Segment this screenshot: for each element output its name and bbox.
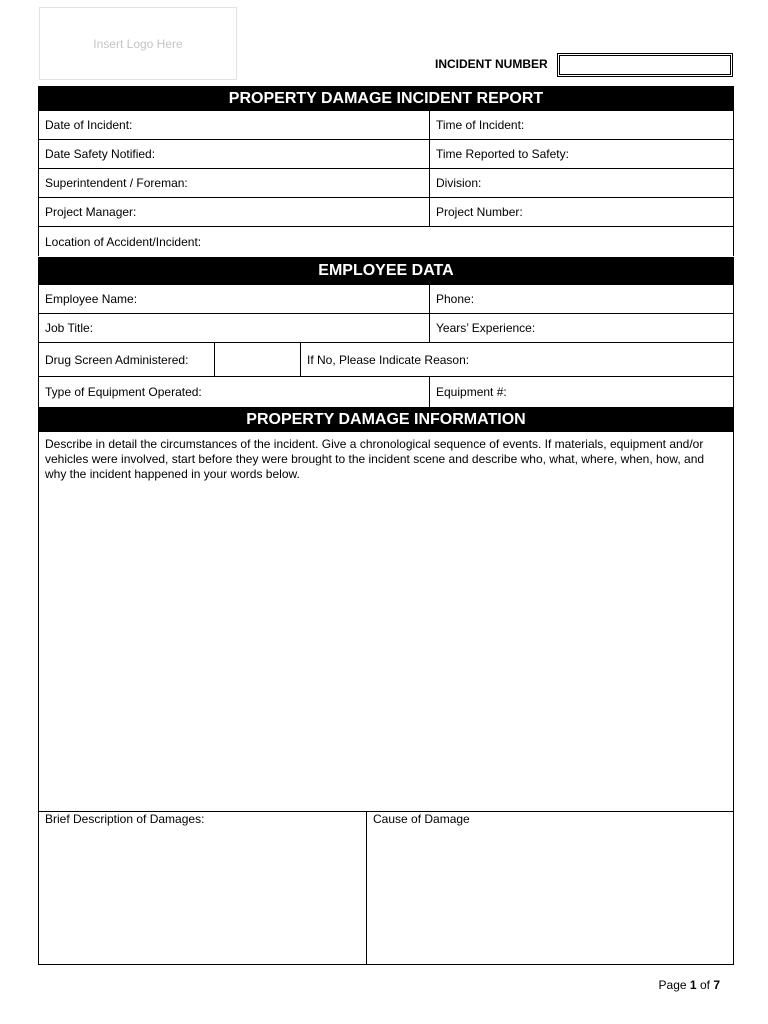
employee-title-bar [38,257,734,285]
incident-description-field[interactable] [38,432,734,812]
cause-of-damage-field[interactable] [367,812,733,964]
form-row [39,285,733,314]
equipment-number-label: Equipment #: [436,385,507,399]
form-row [39,111,733,140]
page-title: PROPERTY DAMAGE INCIDENT REPORT [228,89,544,107]
logo-placeholder [39,7,237,80]
superintendent-field[interactable] [39,169,429,197]
drug-screen-field[interactable] [214,343,300,376]
project-number-label: Project Number: [436,205,523,219]
property-title-bar [38,408,734,432]
date-safety-notified-label: Date Safety Notified: [45,147,156,161]
years-experience-field[interactable] [429,314,733,342]
if-no-reason-label: If No, Please Indicate Reason: [307,352,470,367]
equipment-operated-label: Type of Equipment Operated: [45,385,202,399]
form-row [39,198,733,227]
drug-screen-label-cell [39,343,214,376]
employee-name-label: Employee Name: [45,292,138,306]
date-of-incident-label: Date of Incident: [45,118,133,132]
report-title-bar [38,86,734,111]
time-reported-to-safety-label: Time Reported to Safety: [436,147,569,161]
project-manager-label: Project Manager: [45,205,137,219]
current-page: 1 [689,978,697,992]
logo-placeholder-text: Insert Logo Here [93,36,183,51]
location-field[interactable] [39,227,733,256]
incident-number-field[interactable] [557,53,733,77]
form-row [39,314,733,343]
project-manager-field[interactable] [39,198,429,226]
description-instructions: Describe in detail the circumstances of the incident. Give a chronological sequence of events. If materials, equipment and/or vehicles were involved, start before they were brought to the incident scene and describe who, what, where, when, how, and why the incident happened in your words below. [45,437,705,481]
superintendent-label: Superintendent / Foreman: [45,176,188,190]
job-title-field[interactable] [39,314,429,342]
page-number: Page 1 of 7 [658,978,720,992]
drug-screen-label: Drug Screen Administered: [45,352,189,367]
form-row [39,140,733,169]
job-title-label: Job Title: [45,321,94,335]
brief-description-field[interactable] [39,812,367,964]
property-section-title: PROPERTY DAMAGE INFORMATION [246,411,526,428]
time-reported-to-safety-field[interactable] [429,140,733,168]
form-row [39,343,733,377]
location-label: Location of Accident/Incident: [45,234,202,249]
equipment-number-field[interactable] [429,377,733,407]
total-pages: 7 [713,978,720,992]
brief-description-label: Brief Description of Damages: [45,812,205,826]
form-row [39,169,733,198]
phone-label: Phone: [436,292,475,306]
time-of-incident-field[interactable] [429,111,733,139]
phone-field[interactable] [429,285,733,313]
project-number-field[interactable] [429,198,733,226]
date-of-incident-field[interactable] [39,111,429,139]
employee-data-form [38,285,734,408]
cause-of-damage-label: Cause of Damage [373,812,470,826]
date-safety-notified-field[interactable] [39,140,429,168]
employee-name-field[interactable] [39,285,429,313]
incident-number-label: INCIDENT NUMBER [435,57,548,71]
form-row [39,377,733,408]
equipment-operated-field[interactable] [39,377,429,407]
damages-table [38,811,734,965]
time-of-incident-label: Time of Incident: [436,118,525,132]
incident-details-form [38,111,734,256]
if-no-reason-field[interactable] [300,343,733,376]
form-row [39,227,733,256]
division-field[interactable] [429,169,733,197]
years-experience-label: Years’ Experience: [436,321,536,335]
division-label: Division: [436,176,482,190]
employee-section-title: EMPLOYEE DATA [318,262,454,279]
